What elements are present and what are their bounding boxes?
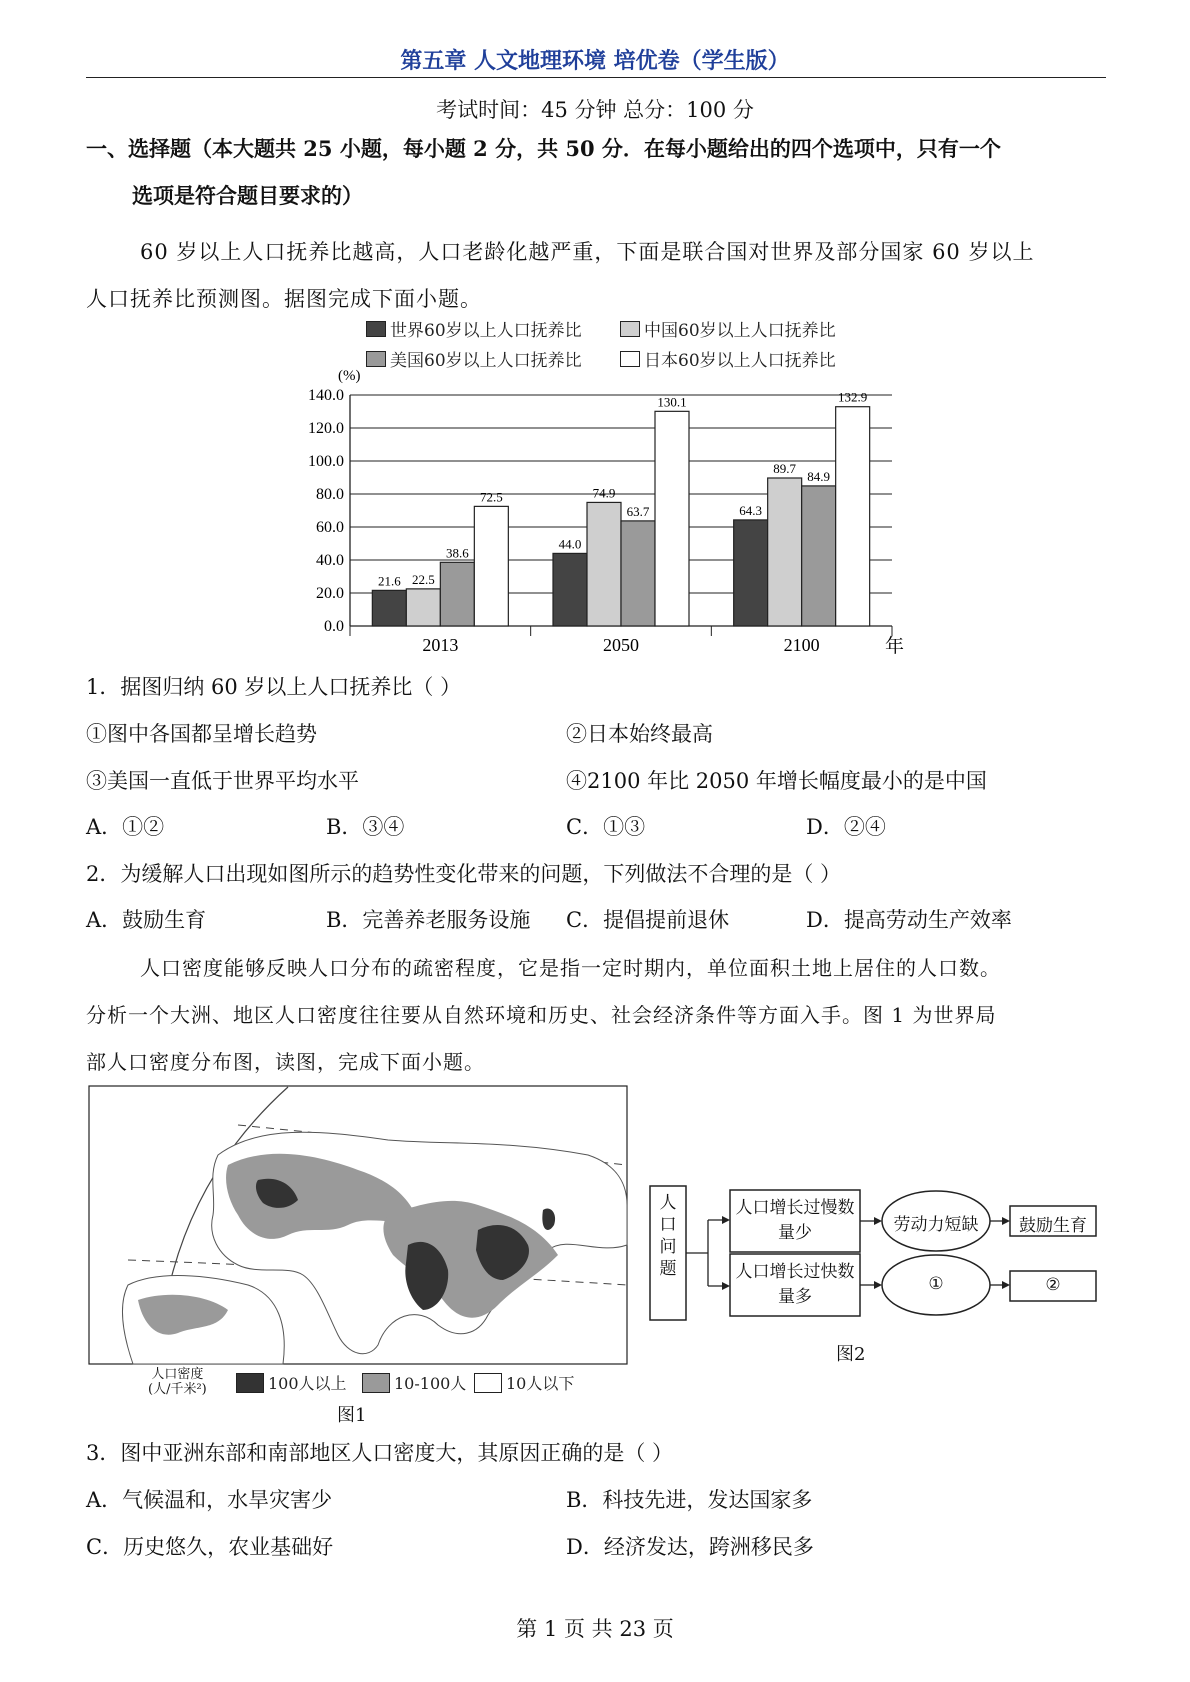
q3-option-c[interactable]: C．历史悠久，农业基础好 — [86, 1535, 334, 1559]
bar — [440, 562, 474, 626]
bar — [406, 589, 440, 626]
figure-2-caption: 图2 — [836, 1344, 866, 1365]
blank-2-label: ② — [1045, 1275, 1061, 1295]
map-legend-title-unit: (人/千米²) — [148, 1382, 207, 1397]
y-tick-label: 20.0 — [316, 585, 344, 602]
header-divider — [86, 77, 1106, 78]
bar-value-label: 130.1 — [657, 394, 687, 410]
legend-swatch — [474, 1373, 502, 1393]
section-title-cont: 选项是符合题目要求的） — [132, 183, 363, 208]
bar-value-label: 72.5 — [479, 489, 503, 505]
q2-option-b[interactable]: B．完善养老服务设施 — [326, 908, 531, 932]
legend-label: 中国60岁以上人口抚养比 — [644, 321, 836, 341]
legend-swatch — [236, 1373, 264, 1393]
figure-1-caption: 图1 — [337, 1405, 367, 1426]
q2-option-d[interactable]: D．提高劳动生产效率 — [806, 908, 1012, 932]
legend-label: 日本60岁以上人口抚养比 — [644, 351, 836, 371]
intro-paragraph-line: 人口抚养比预测图。据图完成下面小题。 — [86, 287, 482, 311]
dependency-ratio-chart — [260, 360, 920, 660]
bar — [768, 478, 802, 626]
map-legend-mid — [362, 1371, 466, 1394]
bar-value-label: 64.3 — [739, 502, 763, 518]
bar-value-label: 132.9 — [838, 389, 868, 405]
encourage-birth-label: 鼓励生育 — [1019, 1216, 1087, 1236]
intro-paragraph-line: 部人口密度分布图，读图，完成下面小题。 — [86, 1050, 485, 1074]
intro-paragraph-line: 60 岁以上人口抚养比越高，人口老龄化越严重，下面是联合国对世界及部分国家 60 岁以上 — [140, 240, 1035, 264]
q1-statement-1: ①图中各国都呈增长趋势 — [86, 722, 317, 746]
q1-option-c[interactable]: C．①③ — [566, 815, 646, 839]
q3-option-a[interactable]: A．气候温和，水旱灾害少 — [86, 1488, 333, 1512]
map-legend-title — [148, 1367, 207, 1397]
question-1-stem: 1．据图归纳 60 岁以上人口抚养比（ ） — [86, 675, 462, 699]
slow-growth-label: 人口增长过慢数量少 — [735, 1198, 855, 1243]
legend-label: 10人以下 — [506, 1374, 575, 1393]
y-tick-label: 120.0 — [308, 420, 344, 437]
y-tick-label: 140.0 — [308, 387, 344, 404]
legend-swatch — [366, 321, 386, 337]
bar — [587, 502, 621, 626]
labor-shortage-label: 劳动力短缺 — [893, 1215, 979, 1235]
question-3-stem: 3．图中亚洲东部和南部地区人口密度大，其原因正确的是（ ） — [86, 1441, 674, 1465]
y-tick-label: 80.0 — [316, 486, 344, 503]
q1-statement-2: ②日本始终最高 — [566, 722, 713, 746]
bar — [655, 411, 689, 626]
y-tick-label: 60.0 — [316, 519, 344, 536]
q3-option-d[interactable]: D．经济发达，跨洲移民多 — [566, 1535, 814, 1559]
y-tick-label: 40.0 — [316, 552, 344, 569]
intro-paragraph-line: 分析一个大洲、地区人口密度往往要从自然环境和历史、社会经济条件等方面入手。图 1 为世界局 — [86, 1003, 997, 1027]
bar — [553, 553, 587, 626]
population-density-map — [88, 1085, 628, 1365]
q1-option-a[interactable]: A．①② — [86, 815, 165, 839]
x-tick-label: 2050 — [603, 635, 639, 655]
y-tick-label: 0.0 — [324, 618, 344, 635]
fast-growth-label: 人口增长过快数量多 — [735, 1262, 855, 1307]
legend-label: 美国60岁以上人口抚养比 — [390, 351, 582, 371]
section-title: 一、选择题（本大题共 25 小题，每小题 2 分，共 50 分．在每小题给出的四个选项中，只有一个 — [86, 136, 1001, 161]
x-tick-label: 2100 — [783, 635, 820, 655]
q1-statement-3: ③美国一直低于世界平均水平 — [86, 769, 359, 793]
q1-option-b[interactable]: B．③④ — [326, 815, 405, 839]
legend-label: 100人以上 — [268, 1374, 347, 1393]
q2-option-c[interactable]: C．提倡提前退休 — [566, 908, 730, 932]
population-issue-flowchart — [648, 1140, 1108, 1355]
bar-value-label: 22.5 — [411, 571, 435, 587]
legend-label: 世界60岁以上人口抚养比 — [390, 321, 582, 341]
q1-option-d[interactable]: D．②④ — [806, 815, 886, 839]
document-title: 第五章 人文地理环境 培优卷（学生版） — [400, 48, 790, 74]
bar-value-label: 74.9 — [592, 485, 616, 501]
q2-option-a[interactable]: A．鼓励生育 — [86, 908, 207, 932]
map-legend-title-line: 人口密度 — [151, 1367, 204, 1382]
bar — [734, 520, 768, 626]
question-2-stem: 2．为缓解人口出现如图所示的趋势性变化带来的问题，下列做法不合理的是（ ） — [86, 862, 842, 886]
q3-option-b[interactable]: B．科技先进，发达国家多 — [566, 1488, 813, 1512]
bar — [621, 521, 655, 626]
y-axis-unit: (%) — [338, 368, 361, 384]
bar-value-label: 84.9 — [807, 468, 831, 484]
root-label: 人口问题 — [659, 1193, 677, 1279]
intro-paragraph-line: 人口密度能够反映人口分布的疏密程度，它是指一定时期内，单位面积土地上居住的人口数。 — [140, 956, 1001, 980]
bar — [836, 407, 870, 626]
exam-info: 考试时间：45 分钟 总分：100 分 — [436, 98, 754, 122]
bar-value-label: 89.7 — [773, 460, 797, 476]
legend-item-world — [366, 316, 582, 341]
x-axis-unit: 年 — [885, 636, 905, 657]
legend-item-china — [620, 316, 836, 341]
bar-value-label: 21.6 — [377, 573, 401, 589]
legend-label: 10-100人 — [394, 1374, 467, 1393]
y-tick-label: 100.0 — [308, 453, 344, 470]
blank-1-label: ① — [928, 1274, 944, 1294]
map-legend-high — [236, 1371, 347, 1394]
bar-value-label: 38.6 — [445, 545, 469, 561]
q1-statement-4: ④2100 年比 2050 年增长幅度最小的是中国 — [566, 769, 987, 793]
x-tick-label: 2013 — [422, 635, 459, 655]
bar — [474, 506, 508, 626]
legend-swatch — [620, 321, 640, 337]
page-number: 第 1 页 共 23 页 — [516, 1617, 674, 1641]
legend-swatch — [362, 1373, 390, 1393]
bar — [372, 590, 406, 626]
bar — [802, 486, 836, 626]
bar-value-label: 44.0 — [558, 536, 582, 552]
bar-value-label: 63.7 — [626, 503, 650, 519]
map-legend-low — [474, 1371, 574, 1394]
